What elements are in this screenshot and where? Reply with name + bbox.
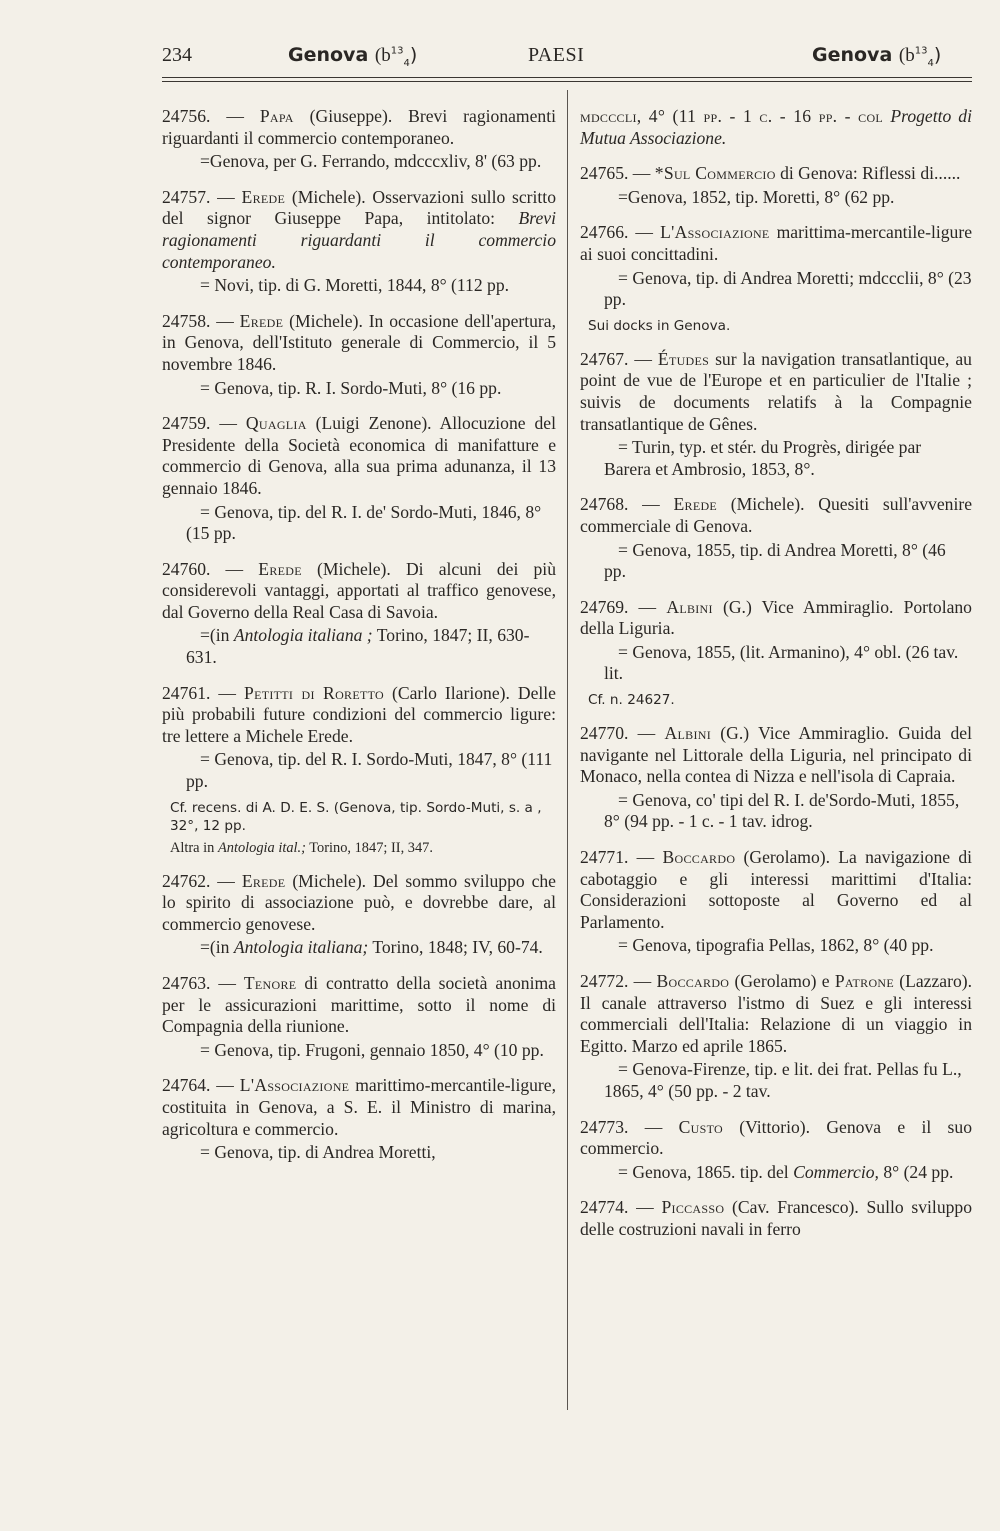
entry-imprint: = Genova, 1855, tip. di Andrea Moretti, 8° (46 pp. [604,539,946,582]
entry-24758: 24758. — Erede (Michele). In occasione dell'apertura, in Genova, dell'Istituto generale di Commercio, il 5 novembre 1846. = Genova, tip. R. I. Sordo-Muti, 8° (16 pp. [162,310,556,398]
entry-24762: 24762. — Erede (Michele). Del sommo sviluppo che lo spirito di associazione può, e dovrebbe dare, al commercio genovese. =(in Antologia italiana; Torino, 1848; IV, 60-74. [162,870,556,958]
entry-imprint: = Genova, tip. R. I. Sordo-Muti, 8° (16 pp. [200,377,502,398]
entry-author: L'Associazione [660,222,770,243]
entry-author: L'Associazione [239,1075,350,1096]
entry-author: Études [657,348,710,369]
entry-author: Patrone [834,971,895,991]
entry-24757: 24757. — Erede (Michele). Osservazioni sullo scritto del signor Giuseppe Papa, intitolato: Brevi ragionamenti riguardanti il commercio contemporaneo. = Novi, tip. di G. Moretti, 1844, 8° (112 pp. [162,186,556,296]
entry-imprint: =(in Antologia italiana; Torino, 1848; IV, 60-74. [200,937,543,958]
entry-author: Albini [666,596,713,617]
entry-imprint: = Genova, tip. del R. I. de' Sordo-Muti, 1846, 8° (15 pp. [186,501,542,544]
column-divider [567,90,568,1410]
entry-imprint: = Genova, tip. di Andrea Moretti; mdccclii, 8° (23 pp. [604,267,972,310]
entry-24773: 24773. — Custo (Vittorio). Genova e il suo commercio. = Genova, 1865. tip. del Commercio, 8° (24 pp. [580,1116,972,1182]
entry-imprint: = Genova, tip. del R. I. Sordo-Muti, 1847, 8° (111 pp. [186,749,553,792]
left-column [162,106,556,1178]
entry-24763: 24763. — Tenore di contratto della società anonima per le assicurazioni marittime, sotto il nome di Compagnia della riunione. = Genova, tip. Frugoni, gennaio 1850, 4° (10 pp. [162,973,556,1060]
entry-imprint: = Genova-Firenze, tip. e lit. dei frat. Pellas fu L., 1865, 4° (50 pp. - 2 tav. [604,1059,962,1101]
entry-24774: 24774. — Piccasso (Cav. Francesco). Sullo sviluppo delle costruzioni navali in ferro [580,1197,973,1239]
entry-24769: 24769. — Albini (G.) Vice Ammiraglio. Portolano della Liguria. = Genova, 1855, (lit. Armanino), 4° obl. (26 tav. lit. Cf. n. 24627. [580,596,972,709]
entry-24771: 24771. — Boccardo (Gerolamo). La navigazione di cabotaggio e gli interessi marittimi d'Italia: Considerazioni sottoposte al Governo ed al Parlamento. = Genova, tipografia Pellas, 1862, 8° (40 pp. [580,847,972,956]
entry-author: Erede [241,870,286,891]
entry-author: Boccardo [656,971,730,991]
running-title-right: Genova $(b^{13}_4)$ [812,44,942,69]
header-rule [162,77,972,78]
entry-24761: 24761. — Petitti di Roretto (Carlo Ilarione). Delle più probabili future condizioni del commercio ligure: tre lettere a Michele Erede. = Genova, tip. del R. I. Sordo-Muti, 1847, 8° (111 pp. Cf. recens. di A. D. E. S. (Genova, tip. Sordo-Muti, s. a , 32°, 12 pp. Altra in Antologia ital.; Torino, 1847; II, 347. [162,682,556,856]
entry-imprint: =Genova, per G. Ferrando, mdcccxliv, 8' (63 pp. [200,151,542,172]
entry-note: Sui docks in Genova. [588,317,731,334]
entry-24759: 24759. — Quaglia (Luigi Zenone). Allocuzione del Presidente della Società economica di manifatture e commercio di Genova, alla sua prima adunanza, il 13 gennaio 1846. = Genova, tip. del R. I. de' Sordo-Muti, 1846, 8° (15 pp. [162,413,556,544]
running-title-left: Genova $(b^{13}_4)$ [288,44,418,69]
entry-author: Erede [258,558,302,579]
entry-imprint: = Genova, 1865. tip. del Commercio, 8° (24 pp. [618,1161,954,1182]
entry-imprint: = Turin, typ. et stér. du Progrès, dirigée par Barera et Ambrosio, 1853, 8°. [604,437,922,479]
entry-24770: 24770. — Albini (G.) Vice Ammiraglio. Guida del navigante nel Littorale della Liguria, nel principato di Monaco, nella contea di Nizza e nell'isola di Capraia. = Genova, co' tipi del R. I. de'Sordo-Muti, 1855, 8° (94 pp. - 1 c. - 1 tav. idrog. [580,723,972,832]
entry-imprint: = Genova, tip. di Andrea Moretti, [200,1142,436,1163]
entry-author: Custo [678,1116,723,1137]
entry-imprint: = Genova, tip. Frugoni, gennaio 1850, 4° (10 pp. [200,1039,544,1060]
entry-author: Tenore [243,973,297,993]
entry-continuation: mdcccli, 4° (11 pp. - 1 c. - 16 pp. - col Progetto di Mutua Associazione. [580,106,972,148]
entry-author: Petitti di Roretto [243,682,384,703]
page-number: 234 [162,44,192,66]
entry-author: Albini [664,723,712,744]
entry-24767: 24767. — Études sur la navigation transatlantique, au point de vue de l'Europe et en particulier de l'Italie ; suivis de documents relatifs à la Compagnie transatlantique de Gênes. = Turin, typ. et stér. du Progrès, dirigée par Barera et Ambrosio, 1853, 8°. [580,348,972,479]
entry-note: Cf. recens. di A. D. E. S. (Genova, tip. Sordo-Muti, s. a , 32°, 12 pp. [170,799,542,834]
entry-imprint: = Novi, tip. di G. Moretti, 1844, 8° (112 pp. [200,275,510,296]
entry-author: *Sul Commercio [654,163,776,184]
entry-author: Piccasso [661,1197,725,1218]
header-rule-thin [162,81,972,82]
entry-author: Papa [259,106,294,126]
entry-author: Erede [673,494,718,515]
entry-24766: 24766. — L'Associazione marittima-mercantile-ligure ai suoi concittadini. = Genova, tip. di Andrea Moretti; mdccclii, 8° (23 pp. Sui docks in Genova. [580,222,972,334]
entry-author: Quaglia [245,413,307,434]
running-title-center: PAESI [528,44,585,66]
entry-author: Erede [239,310,284,331]
entry-imprint: = Genova, 1855, (lit. Armanino), 4° obl. (26 tav. lit. [604,641,959,684]
entry-imprint: =(in Antologia italiana ; Torino, 1847; II, 630-631. [186,625,530,668]
entry-24768: 24768. — Erede (Michele). Quesiti sull'avvenire commerciale di Genova. = Genova, 1855, tip. di Andrea Moretti, 8° (46 pp. [580,494,973,582]
page-header [0,38,1000,78]
entry-author: Boccardo [662,847,736,868]
entry-24765: 24765. — *Sul Commercio di Genova: Riflessi di...... =Genova, 1852, tip. Moretti, 8° (62 pp. [580,163,972,208]
entry-24760: 24760. — Erede (Michele). Di alcuni dei più considerevoli vantaggi, apportati al traffico genovese, dal Governo della Real Casa di Savoia. =(in Antologia italiana ; Torino, 1847; II, 630-631. [162,558,556,668]
entry-24756: 24756. — Papa (Giuseppe). Brevi ragionamenti riguardanti il commercio contemporaneo. =Genova, per G. Ferrando, mdcccxliv, 8' (63 pp. [162,106,556,172]
entry-note: Cf. n. 24627. [588,692,675,709]
entry-24764: 24764. — L'Associazione marittimo-mercantile-ligure, costituita in Genova, a S. E. il Ministro di marina, agricoltura e commercio. = Genova, tip. di Andrea Moretti, [162,1075,556,1163]
right-column [580,106,972,1255]
entry-imprint: =Genova, 1852, tip. Moretti, 8° (62 pp. [618,186,895,207]
entry-24772: 24772. — Boccardo (Gerolamo) e Patrone (Lazzaro). Il canale attraverso l'istmo di Suez e gli interessi commerciali dell'Italia: Relazione di un viaggio in Egitto. Marzo ed aprile 1865. = Genova-Firenze, tip. e lit. dei frat. Pellas fu L., 1865, 4° (50 pp. - 2 tav. [580,971,973,1101]
entry-author: Erede [241,186,286,207]
entry-note: Altra in Antologia ital.; Torino, 1847; II, 347. [170,839,433,856]
entry-imprint: = Genova, co' tipi del R. I. de'Sordo-Muti, 1855, 8° (94 pp. - 1 c. - 1 tav. idrog. [604,789,960,832]
entry-imprint: = Genova, tipografia Pellas, 1862, 8° (40 pp. [618,935,934,956]
